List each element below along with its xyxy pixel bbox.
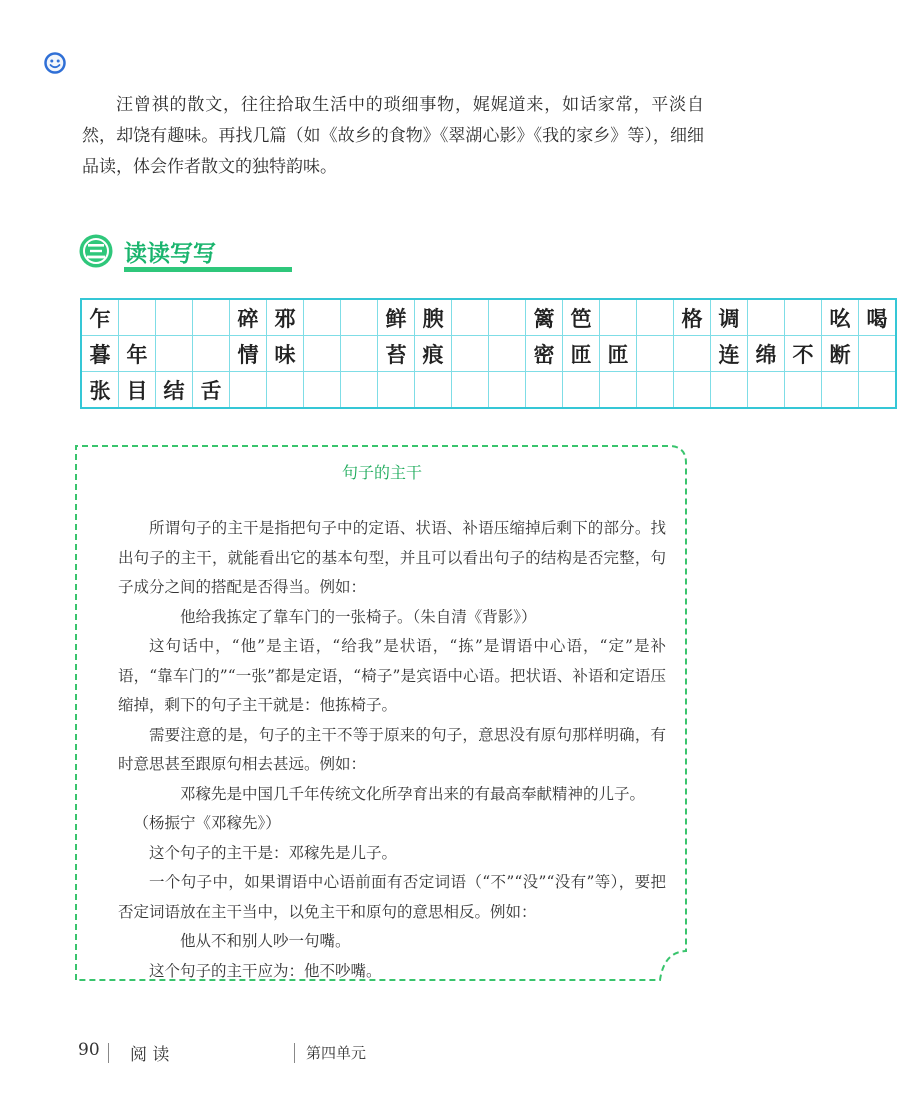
grid-cell: 碎 xyxy=(230,299,267,336)
grid-cell xyxy=(859,372,897,409)
grid-cell xyxy=(452,372,489,409)
grid-cell xyxy=(563,372,600,409)
example-citation: （杨振宁《邓稼先》） xyxy=(133,814,281,832)
grid-row xyxy=(81,372,896,409)
grid-cell xyxy=(674,372,711,409)
grid-cell: 味 xyxy=(267,336,304,372)
grid-cell xyxy=(193,336,230,372)
grid-cell: 苔 xyxy=(378,336,415,372)
grid-cell xyxy=(193,299,230,336)
grid-cell xyxy=(637,336,674,372)
grid-cell xyxy=(341,336,378,372)
grid-cell xyxy=(637,372,674,409)
example-sentence: 他给我拣定了靠车门的一张椅子。（朱自清《背影》） xyxy=(180,607,537,626)
page-number: 90 xyxy=(78,1040,100,1060)
body-paragraph: 这个句子的主干是：邓稼先是儿子。 xyxy=(149,843,398,862)
grid-cell xyxy=(859,336,897,372)
grid-cell xyxy=(526,372,563,409)
grid-cell xyxy=(230,372,267,409)
example-sentence: 他从不和别人吵一句嘴。 xyxy=(180,932,351,950)
section-number-badge xyxy=(78,233,114,269)
grid-cell: 舌 xyxy=(193,372,230,409)
example-sentence: 邓稼先是中国几千年传统文化所孕育出来的有最高奉献精神的儿子。 xyxy=(180,784,646,803)
grid-cell xyxy=(785,372,822,409)
grid-cell xyxy=(156,299,193,336)
intro-paragraph xyxy=(82,90,704,183)
grid-cell: 吆 xyxy=(822,299,859,336)
footer-divider xyxy=(108,1043,109,1063)
section-title: 读读写写 xyxy=(124,241,216,267)
grid-cell xyxy=(489,299,526,336)
grid-cell xyxy=(489,336,526,372)
grammar-box-body xyxy=(118,514,666,986)
grid-cell: 年 xyxy=(119,336,156,372)
footer-section-label: 阅 读 xyxy=(130,1045,170,1065)
grid-cell xyxy=(156,336,193,372)
grid-cell xyxy=(415,372,452,409)
grid-cell: 匝 xyxy=(600,336,637,372)
grid-cell: 邪 xyxy=(267,299,304,336)
grid-cell xyxy=(489,372,526,409)
vocabulary-grid xyxy=(80,298,897,409)
grid-cell: 调 xyxy=(711,299,748,336)
grid-cell: 鲜 xyxy=(378,299,415,336)
grid-cell: 连 xyxy=(711,336,748,372)
body-paragraph: 这个句子的主干应为：他不吵嘴。 xyxy=(149,961,382,980)
grid-cell xyxy=(378,372,415,409)
intro-text: 汪曾祺的散文，往往拾取生活中的琐细事物，娓娓道来，如话家常，平淡自然，却饶有趣味。再找几篇（如《故乡的食物》《翠湖心影》《我的家乡》等），细细品读，体会作者散文的独特韵味。 xyxy=(82,95,704,177)
grid-cell xyxy=(341,299,378,336)
grammar-box-title: 句子的主干 xyxy=(341,463,422,482)
grid-cell xyxy=(452,336,489,372)
grid-cell xyxy=(674,336,711,372)
grid-cell: 目 xyxy=(119,372,156,409)
grid-cell xyxy=(304,372,341,409)
body-paragraph: 所谓句子的主干是指把句子中的定语、状语、补语压缩掉后剩下的部分。找出句子的主干，就能看出它的基本句型，并且可以看出句子的结构是否完整，句子成分之间的搭配是否得当。例如： xyxy=(118,519,666,596)
grid-cell: 乍 xyxy=(81,299,119,336)
grid-cell: 喝 xyxy=(859,299,897,336)
grid-cell xyxy=(600,372,637,409)
grid-cell: 暮 xyxy=(81,336,119,372)
body-paragraph: 需要注意的是，句子的主干不等于原来的句子，意思没有原句那样明确，有时意思甚至跟原句相去甚远。例如： xyxy=(118,725,666,773)
footer-unit-label: 第四单元 xyxy=(306,1044,367,1062)
grid-cell: 不 xyxy=(785,336,822,372)
grid-cell: 结 xyxy=(156,372,193,409)
grid-cell xyxy=(341,372,378,409)
grid-cell xyxy=(748,299,785,336)
grid-row xyxy=(81,336,896,372)
grid-cell: 情 xyxy=(230,336,267,372)
grid-cell xyxy=(711,372,748,409)
grid-cell xyxy=(785,299,822,336)
grid-cell: 张 xyxy=(81,372,119,409)
grid-cell xyxy=(600,299,637,336)
grid-cell: 篱 xyxy=(526,299,563,336)
section-heading xyxy=(78,233,258,275)
grid-cell xyxy=(304,299,341,336)
grid-cell: 匝 xyxy=(563,336,600,372)
grid-cell: 绵 xyxy=(748,336,785,372)
grid-cell xyxy=(452,299,489,336)
grid-cell xyxy=(267,372,304,409)
grid-row xyxy=(81,299,896,336)
section-title-underline xyxy=(124,267,292,272)
smiley-icon xyxy=(44,52,66,74)
grid-cell: 断 xyxy=(822,336,859,372)
grid-cell: 痕 xyxy=(415,336,452,372)
grid-cell: 腴 xyxy=(415,299,452,336)
footer-divider xyxy=(294,1043,295,1063)
grid-cell: 密 xyxy=(526,336,563,372)
grid-cell xyxy=(637,299,674,336)
grid-cell: 格 xyxy=(674,299,711,336)
body-paragraph: 一个句子中，如果谓语中心语前面有否定词语（“不”“没”“没有”等），要把否定词语放在主干当中，以免主干和原句的意思相反。例如： xyxy=(118,873,666,921)
grid-cell xyxy=(822,372,859,409)
body-paragraph: 这句话中，“他”是主语，“给我”是状语，“拣”是谓语中心语，“定”是补语，“靠车门的”“一张”都是定语，“椅子”是宾语中心语。把状语、补语和定语压缩掉，剩下的句子主干就是：他拣椅子。 xyxy=(118,637,666,714)
grid-cell: 笆 xyxy=(563,299,600,336)
grid-cell xyxy=(119,299,156,336)
grid-cell xyxy=(304,336,341,372)
grid-cell xyxy=(748,372,785,409)
